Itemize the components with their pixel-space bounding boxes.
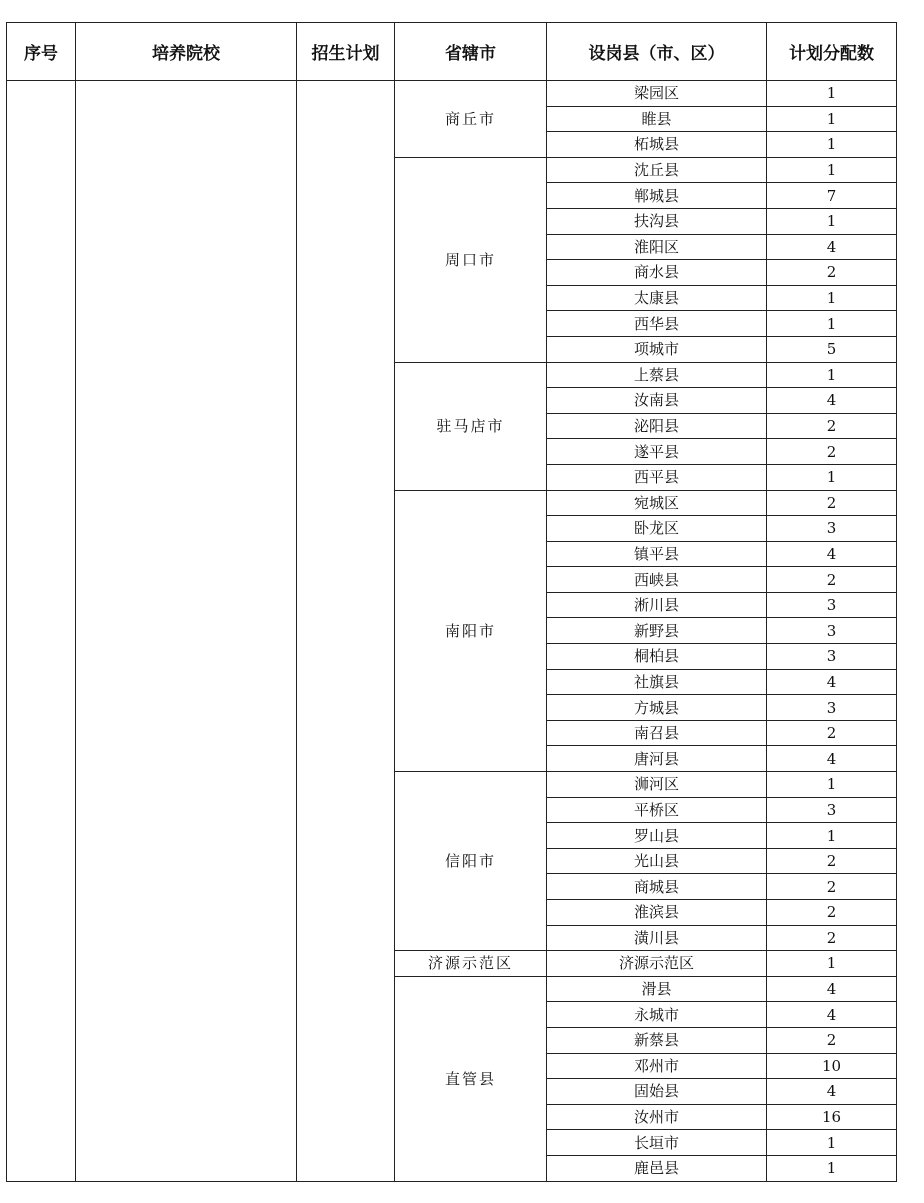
city-cell: 信阳市 bbox=[395, 772, 547, 951]
county-cell: 汝州市 bbox=[547, 1104, 767, 1130]
county-cell: 滑县 bbox=[547, 976, 767, 1002]
county-cell: 上蔡县 bbox=[547, 362, 767, 388]
county-cell: 镇平县 bbox=[547, 541, 767, 567]
count-cell: 1 bbox=[767, 106, 897, 132]
count-cell: 4 bbox=[767, 976, 897, 1002]
count-cell: 1 bbox=[767, 464, 897, 490]
count-cell: 2 bbox=[767, 720, 897, 746]
count-cell: 3 bbox=[767, 644, 897, 670]
count-cell: 3 bbox=[767, 516, 897, 542]
count-cell: 2 bbox=[767, 439, 897, 465]
count-cell: 1 bbox=[767, 772, 897, 798]
plan-cell bbox=[297, 81, 395, 1182]
count-cell: 1 bbox=[767, 132, 897, 158]
county-cell: 太康县 bbox=[547, 285, 767, 311]
county-cell: 商水县 bbox=[547, 260, 767, 286]
count-cell: 4 bbox=[767, 1079, 897, 1105]
county-cell: 扶沟县 bbox=[547, 208, 767, 234]
county-cell: 南召县 bbox=[547, 720, 767, 746]
county-cell: 淅川县 bbox=[547, 592, 767, 618]
city-cell: 周口市 bbox=[395, 157, 547, 362]
count-cell: 4 bbox=[767, 388, 897, 414]
count-cell: 2 bbox=[767, 567, 897, 593]
county-cell: 济源示范区 bbox=[547, 951, 767, 977]
count-cell: 1 bbox=[767, 951, 897, 977]
county-cell: 西华县 bbox=[547, 311, 767, 337]
county-cell: 新蔡县 bbox=[547, 1027, 767, 1053]
county-cell: 泌阳县 bbox=[547, 413, 767, 439]
header-count: 计划分配数 bbox=[767, 23, 897, 81]
county-cell: 永城市 bbox=[547, 1002, 767, 1028]
county-cell: 遂平县 bbox=[547, 439, 767, 465]
county-cell: 光山县 bbox=[547, 848, 767, 874]
county-cell: 西平县 bbox=[547, 464, 767, 490]
county-cell: 鹿邑县 bbox=[547, 1155, 767, 1181]
table-body bbox=[7, 81, 897, 1182]
county-cell: 宛城区 bbox=[547, 490, 767, 516]
county-cell: 商城县 bbox=[547, 874, 767, 900]
count-cell: 1 bbox=[767, 81, 897, 107]
city-cell: 南阳市 bbox=[395, 490, 547, 772]
count-cell: 2 bbox=[767, 874, 897, 900]
county-cell: 西峡县 bbox=[547, 567, 767, 593]
table-row bbox=[7, 81, 897, 107]
count-cell: 16 bbox=[767, 1104, 897, 1130]
city-cell: 商丘市 bbox=[395, 81, 547, 158]
count-cell: 1 bbox=[767, 208, 897, 234]
count-cell: 3 bbox=[767, 695, 897, 721]
city-cell: 直管县 bbox=[395, 976, 547, 1181]
count-cell: 4 bbox=[767, 746, 897, 772]
county-cell: 固始县 bbox=[547, 1079, 767, 1105]
county-cell: 潢川县 bbox=[547, 925, 767, 951]
county-cell: 唐河县 bbox=[547, 746, 767, 772]
count-cell: 3 bbox=[767, 618, 897, 644]
count-cell: 4 bbox=[767, 669, 897, 695]
count-cell: 1 bbox=[767, 362, 897, 388]
allocation-table bbox=[6, 22, 897, 1182]
county-cell: 长垣市 bbox=[547, 1130, 767, 1156]
county-cell: 汝南县 bbox=[547, 388, 767, 414]
county-cell: 桐柏县 bbox=[547, 644, 767, 670]
county-cell: 罗山县 bbox=[547, 823, 767, 849]
count-cell: 2 bbox=[767, 1027, 897, 1053]
count-cell: 4 bbox=[767, 541, 897, 567]
header-city: 省辖市 bbox=[395, 23, 547, 81]
county-cell: 卧龙区 bbox=[547, 516, 767, 542]
count-cell: 1 bbox=[767, 157, 897, 183]
header-county: 设岗县（市、区） bbox=[547, 23, 767, 81]
count-cell: 1 bbox=[767, 1155, 897, 1181]
city-cell: 济源示范区 bbox=[395, 951, 547, 977]
county-cell: 淮滨县 bbox=[547, 900, 767, 926]
header-seq: 序号 bbox=[7, 23, 76, 81]
county-cell: 平桥区 bbox=[547, 797, 767, 823]
county-cell: 郸城县 bbox=[547, 183, 767, 209]
county-cell: 睢县 bbox=[547, 106, 767, 132]
count-cell: 7 bbox=[767, 183, 897, 209]
header-school: 培养院校 bbox=[76, 23, 297, 81]
header-plan: 招生计划 bbox=[297, 23, 395, 81]
count-cell: 3 bbox=[767, 797, 897, 823]
count-cell: 2 bbox=[767, 413, 897, 439]
count-cell: 4 bbox=[767, 234, 897, 260]
seq-cell bbox=[7, 81, 76, 1182]
city-cell: 驻马店市 bbox=[395, 362, 547, 490]
count-cell: 10 bbox=[767, 1053, 897, 1079]
county-cell: 方城县 bbox=[547, 695, 767, 721]
county-cell: 梁园区 bbox=[547, 81, 767, 107]
count-cell: 2 bbox=[767, 925, 897, 951]
count-cell: 1 bbox=[767, 285, 897, 311]
count-cell: 2 bbox=[767, 260, 897, 286]
count-cell: 1 bbox=[767, 823, 897, 849]
county-cell: 淮阳区 bbox=[547, 234, 767, 260]
count-cell: 2 bbox=[767, 848, 897, 874]
county-cell: 邓州市 bbox=[547, 1053, 767, 1079]
county-cell: 浉河区 bbox=[547, 772, 767, 798]
county-cell: 新野县 bbox=[547, 618, 767, 644]
count-cell: 1 bbox=[767, 311, 897, 337]
county-cell: 项城市 bbox=[547, 336, 767, 362]
count-cell: 3 bbox=[767, 592, 897, 618]
count-cell: 5 bbox=[767, 336, 897, 362]
header-row bbox=[7, 23, 897, 81]
county-cell: 柘城县 bbox=[547, 132, 767, 158]
count-cell: 2 bbox=[767, 900, 897, 926]
count-cell: 2 bbox=[767, 490, 897, 516]
county-cell: 社旗县 bbox=[547, 669, 767, 695]
count-cell: 4 bbox=[767, 1002, 897, 1028]
county-cell: 沈丘县 bbox=[547, 157, 767, 183]
count-cell: 1 bbox=[767, 1130, 897, 1156]
school-cell bbox=[76, 81, 297, 1182]
